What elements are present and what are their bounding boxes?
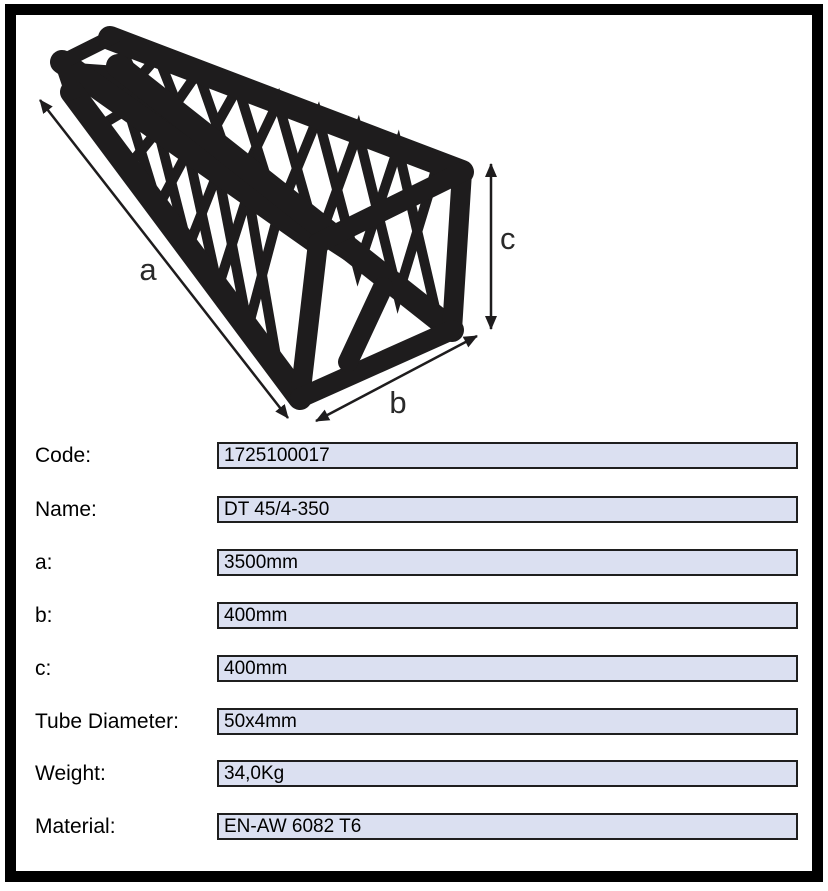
truss-end-bottom-edge	[300, 330, 452, 398]
field-value-tube-diameter[interactable]	[217, 708, 798, 735]
field-label-a: a:	[35, 551, 53, 574]
field-label-weight: Weight:	[35, 762, 106, 785]
truss-diagram-svg	[18, 12, 538, 440]
field-value-material[interactable]	[217, 813, 798, 840]
field-label-c: c:	[35, 657, 52, 680]
field-label-tube-diameter: Tube Diameter:	[35, 710, 179, 733]
field-label-name: Name:	[35, 498, 97, 521]
field-value-code-text: 1725100017	[224, 444, 330, 466]
dim-label-b: b	[389, 385, 407, 420]
truss-end-mid-stub	[348, 287, 383, 362]
field-value-tube-diameter-text: 50x4mm	[224, 710, 297, 732]
dim-label-a: a	[139, 252, 157, 287]
field-value-c[interactable]	[217, 655, 798, 682]
field-label-material: Material:	[35, 815, 116, 838]
field-label-code: Code:	[35, 444, 92, 467]
truss-end-post-left	[300, 243, 318, 398]
field-value-code[interactable]	[217, 442, 798, 469]
field-value-b-text: 400mm	[224, 604, 288, 626]
field-value-a-text: 3500mm	[224, 551, 298, 573]
field-value-name[interactable]	[217, 496, 798, 523]
truss-drawing	[62, 38, 462, 398]
dim-label-c: c	[500, 221, 516, 256]
truss-diagram	[18, 12, 538, 440]
truss-end-post-right	[452, 172, 462, 330]
field-value-b[interactable]	[217, 602, 798, 629]
field-value-weight-text: 34,0Kg	[224, 762, 285, 784]
field-value-material-text: EN-AW 6082 T6	[224, 815, 362, 837]
field-label-b: b:	[35, 604, 53, 627]
field-value-c-text: 400mm	[224, 657, 288, 679]
field-value-name-text: DT 45/4-350	[224, 498, 330, 520]
field-value-weight[interactable]	[217, 760, 798, 787]
field-value-a[interactable]	[217, 549, 798, 576]
